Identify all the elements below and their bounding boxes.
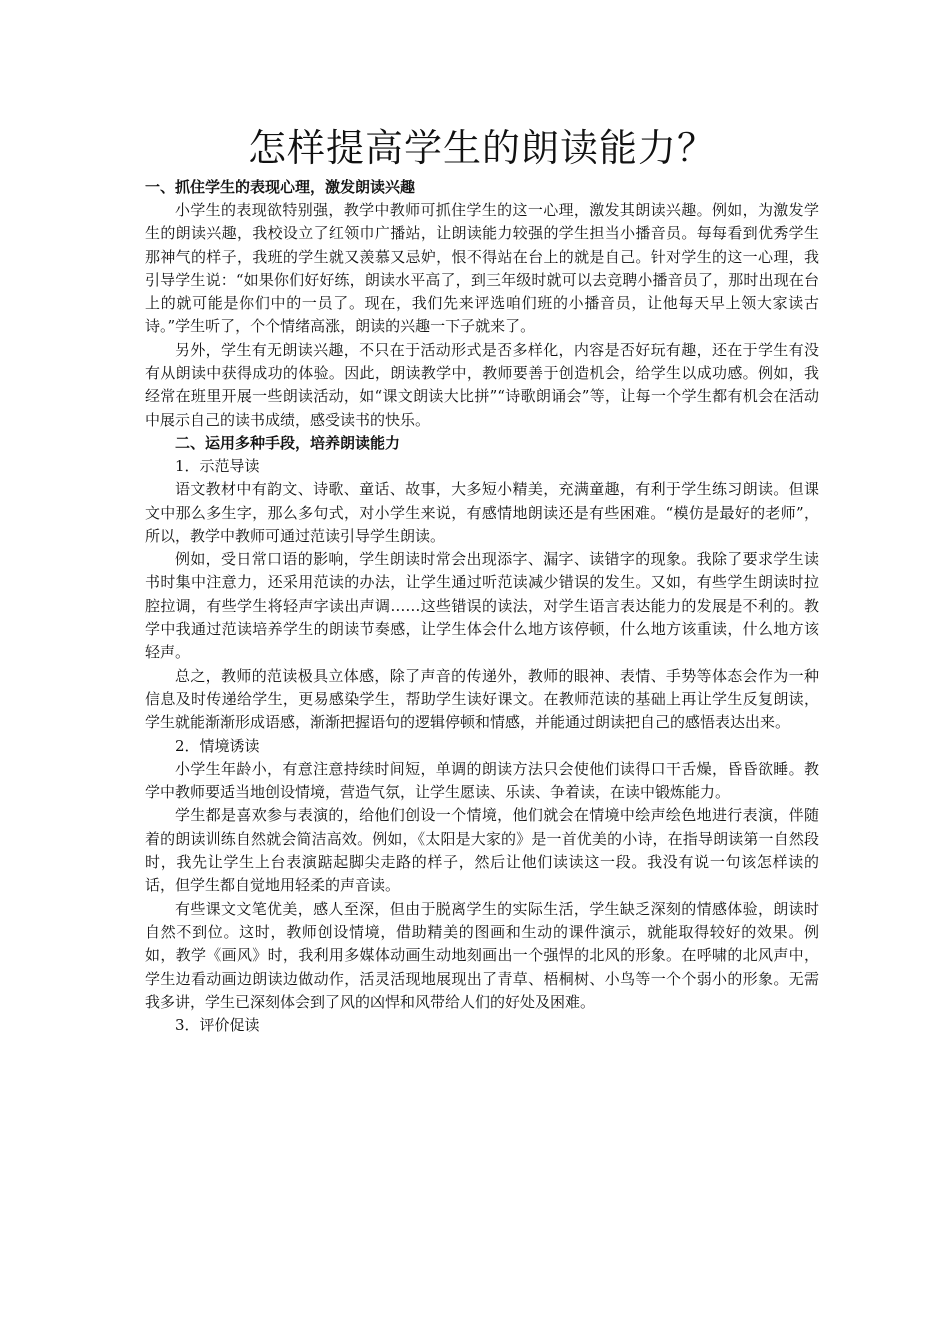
document-page (145, 120, 819, 1037)
subsection-3-heading: 3．评价促读 (175, 1016, 260, 1035)
subsection-1-heading: 1．示范导读 (175, 456, 260, 475)
paragraph: 另外，学生有无朗读兴趣，不只在于活动形式是否多样化，内容是否好玩有趣，还在于学生有没有从朗读中获得成功的体验。因此，朗读教学中，教师要善于创造机会，给学生以成功感。例如，我经常在班里开展一些朗读活动，如“课文朗读大比拼”“诗歌朗诵会”等，让每一个学生都有机会在活动中展示自己的读书成绩，感受读书的快乐。 (145, 340, 819, 429)
document-title: 怎样提高学生的朗读能力？ (247, 126, 716, 170)
paragraph: 小学生的表现欲特别强，教学中教师可抓住学生的这一心理，激发其朗读兴趣。例如，为激发学生的朗读兴趣，我校设立了红领巾广播站，让朗读能力较强的学生担当小播音员。每每看到优秀学生那神气的样子，我班的学生就又羡慕又忌妒，恨不得站在台上的就是自己。针对学生的这一心理，我引导学生说：“如果你们好好练，朗读水平高了，到三年级时就可以去竞聘小播音员了，那时出现在台上的就可能是你们中的一员了。现在，我们先来评选咱们班的小播音员，让他每天早上领大家读古诗。”学生听了，个个情绪高涨，朗读的兴趣一下子就来了。 (145, 201, 819, 336)
paragraph: 例如，受日常口语的影响，学生朗读时常会出现添字、漏字、读错字的现象。我除了要求学生读书时集中注意力，还采用范读的办法，让学生通过听范读减少错误的发生。又如，有些学生朗读时拉腔拉调，有些学生将轻声字读出声调……这些错误的读法，对学生语言表达能力的发展是不利的。教学中我通过范读培养学生的朗读节奏感，让学生体会什么地方该停顿，什么地方该重读，什么地方该轻声。 (145, 550, 819, 662)
subsection-2-heading: 2．情境诱读 (175, 736, 260, 755)
section-2-heading: 二、运用多种手段，培养朗读能力 (175, 433, 401, 452)
paragraph: 有些课文文笔优美，感人至深，但由于脱离学生的实际生活，学生缺乏深刻的情感体验，朗读时自然不到位。这时，教师创设情境，借助精美的图画和生动的课件演示，就能取得较好的效果。例如，教学《画风》时，我利用多媒体动画生动地刻画出一个强悍的北风的形象。在呼啸的北风声中，学生边看动画边朗读边做动作，活灵活现地展现出了青草、梧桐树、小鸟等一个个弱小的形象。无需我多讲，学生已深刻体会到了风的凶悍和风带给人们的好处及困难。 (145, 899, 819, 1011)
paragraph: 语文教材中有韵文、诗歌、童话、故事，大多短小精美，充满童趣，有利于学生练习朗读。但课文中那么多生字，那么多句式，对小学生来说，有感情地朗读还是有些困难。“模仿是最好的老师”，所以，教学中教师可通过范读引导学生朗读。 (145, 480, 819, 545)
paragraph: 小学生年龄小，有意注意持续时间短，单调的朗读方法只会使他们读得口干舌燥，昏昏欲睡。教学中教师要适当地创设情境，营造气氛，让学生愿读、乐读、争着读，在读中锻炼能力。 (145, 759, 819, 802)
paragraph: 总之，教师的范读极具立体感，除了声音的传递外，教师的眼神、表情、手势等体态会作为一种信息及时传递给学生，更易感染学生，帮助学生读好课文。在教师范读的基础上再让学生反复朗读，学生就能渐渐形成语感，渐渐把握语句的逻辑停顿和情感，并能通过朗读把自己的感悟表达出来。 (145, 666, 819, 732)
section-1-heading: 一、抓住学生的表现心理，激发朗读兴趣 (145, 178, 416, 196)
paragraph: 学生都是喜欢参与表演的，给他们创设一个情境，他们就会在情境中绘声绘色地进行表演，伴随着的朗读训练自然就会简洁高效。例如，《太阳是大家的》是一首优美的小诗，在指导朗读第一自然段时，我先让学生上台表演踮起脚尖走路的样子，然后让他们读读这一段。我没有说一句该怎样读的话，但学生都自觉地用轻柔的声音读。 (145, 806, 819, 895)
